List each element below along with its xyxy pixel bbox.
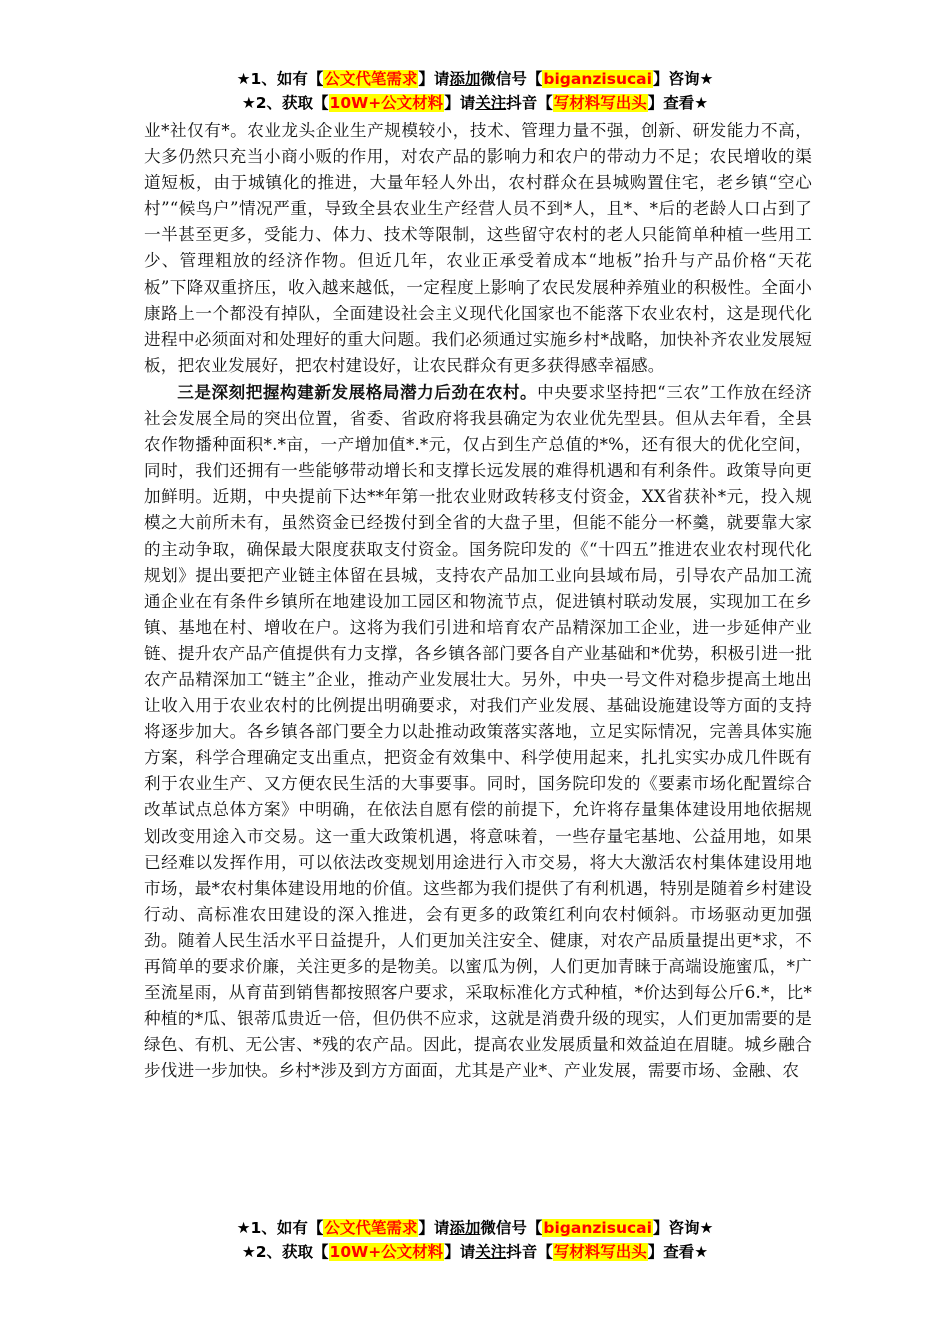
banner-text: 】请 <box>418 70 450 88</box>
banner-line-2 <box>0 91 950 115</box>
banner-line-1 <box>0 67 950 91</box>
header-banner <box>0 67 950 115</box>
banner-text: 】请 <box>418 1219 450 1237</box>
banner-text: 】咨询★ <box>652 1219 714 1237</box>
banner-highlight: 公文代笔需求 <box>324 70 418 88</box>
banner-highlight: 公文代笔需求 <box>324 1219 418 1237</box>
banner-underlined-text: 添加 <box>449 1219 481 1237</box>
banner-text: ★2、获取【 <box>241 1243 329 1261</box>
paragraph-2-text: 中央要求坚持把“三农”工作放在经济社会发展全局的突出位置，省委、省政府将我县确定为农业优先型县。但从去年看，全县农作物播种面积*.*亩，一产增加值*.*元，仅占到生产总值的*%，还有很大的优化空间，同时，我们还拥有一些能够带动增长和支撑长远发展的难得机遇和有利条件。政策导向更加鲜明。近期，中央提前下达**年第一批农业财政转移支付资金，XX省获补*元，投入规模之大前所未有，虽然资金已经拨付到全省的大盘子里，但能不能分一杯羹，就要靠大家的主动争取，确保最大限度获取支付资金。国务院印发的《“十四五”推进农业农村现代化规划》提出要把产业链主体留在县城，支持农产品加工业向县域布局，引导农产品加工流通企业在有条件乡镇所在地建设加工园区和物流节点，促进镇村联动发展，实现加工在乡镇、基地在村、增收在户。这将为我们引进和培育农产品精深加工企业，进一步延伸产业链、提升农产品产值提供有力支撑，各乡镇各部门要各自产业基础和*优势，积极引进一批农产品精深加工“链主”企业，推动产业发展壮大。另外，中央一号文件对稳步提高土地出让收入用于农业农村的比例提出明确要求，对我们产业发展、基础设施建设等方面的支持将逐步加大。各乡镇各部门要全力以赴推动政策落实落地，立足实际情况，完善具体实施方案，科学合理确定支出重点，把资金有效集中、科学使用起来，扎扎实实办成几件既有利于农业生产、又方便农民生活的大事要事。同时，国务院印发的《要素市场化配置综合改革试点总体方案》中明确，在依法自愿有偿的前提下，允许将存量集体建设用地依据规划改变用途入市交易。这一重大政策机遇，将意味着，一些存量宅基地、公益用地，如果已经难以发挥作用，可以依法改变规划用途进行入市交易，将大大激活农村集体建设用地市场，最*农村集体建设用地的价值。这些都为我们提供了有利机遇，特别是随着乡村建设行动、高标准农田建设的深入推进，会有更多的政策红利向农村倾斜。市场驱动更加强劲。随着人民生活水平日益提升，人们更加关注安全、健康，对农产品质量提出更*求，不再简单的要求价廉，关注更多的是物美。以蜜瓜为例，人们更加青睐于高端设施蜜瓜，*广至流星雨，从育苗到销售都按照客户要求，采取标准化方式种植，*价达到每公斤6.*，比*种植的*瓜、银蒂瓜贵近一倍，但仍供不应求，这就是消费升级的现实，人们更加需要的是绿色、有机、无公害、*残的农产品。因此，提高农业发展质量和效益迫在眉睫。城乡融合步伐进一步加快。乡村*涉及到方方面面，尤其是产业*、产业发展，需要市场、金融、农 <box>144 382 812 1081</box>
banner-text: 】咨询★ <box>652 70 714 88</box>
banner-highlight: 写材料写出头 <box>553 1243 647 1261</box>
banner-line-2 <box>0 1240 950 1264</box>
banner-text: ★1、如有【 <box>236 70 324 88</box>
banner-text: ★2、获取【 <box>241 94 329 112</box>
paragraph-2-lead: 三是深刻把握构建新发展格局潜力后劲在农村。 <box>177 381 538 402</box>
banner-underlined-text: 关注 <box>475 94 507 112</box>
banner-text: 抖音【 <box>506 94 553 112</box>
banner-text: 】请 <box>444 94 476 112</box>
banner-text: 】查看★ <box>647 1243 709 1261</box>
paragraph-2 <box>144 379 812 1085</box>
banner-text: 抖音【 <box>506 1243 553 1261</box>
banner-highlight: biganzisucai <box>543 70 652 88</box>
paragraph-1: 业*社仅有*。农业龙头企业生产规模较小，技术、管理力量不强，创新、研发能力不高，大多仍然只充当小商小贩的作用，对农产品的影响力和农户的带动力不足；农民增收的渠道短板，由于城镇化的推进，大量年轻人外出，农村群众在县城购置住宅，老乡镇“空心村”“候鸟户”情况严重，导致全县农业生产经营人员不到*人，且*、*后的老龄人口占到了一半甚至更多，受能力、体力、技术等限制，这些留守农村的老人只能简单种植一些用工少、管理粗放的经济作物。但近几年，农业正承受着成本“地板”抬升与产品价格“天花板”下降双重挤压，收入越来越低，一定程度上影响了农民发展种养殖业的积极性。全面小康路上一个都没有掉队，全面建设社会主义现代化国家也不能落下农业农村，这是现代化进程中必须面对和处理好的重大问题。我们必须通过实施乡村*战略，加快补齐农业发展短板，把农业发展好，把农村建设好，让农民群众有更多获得感幸福感。 <box>144 121 812 375</box>
banner-highlight: 写材料写出头 <box>553 94 647 112</box>
banner-underlined-text: 关注 <box>475 1243 507 1261</box>
banner-text: 微信号【 <box>480 70 543 88</box>
banner-line-1 <box>0 1216 950 1240</box>
footer-banner <box>0 1216 950 1264</box>
banner-underlined-text: 添加 <box>449 70 481 88</box>
banner-highlight: 10W+公文材料 <box>329 94 444 112</box>
banner-text: 微信号【 <box>480 1219 543 1237</box>
banner-highlight: 10W+公文材料 <box>329 1243 444 1261</box>
banner-text: 】查看★ <box>647 94 709 112</box>
document-body <box>144 118 812 1084</box>
banner-text: ★1、如有【 <box>236 1219 324 1237</box>
banner-text: 】请 <box>444 1243 476 1261</box>
banner-highlight: biganzisucai <box>543 1219 652 1237</box>
